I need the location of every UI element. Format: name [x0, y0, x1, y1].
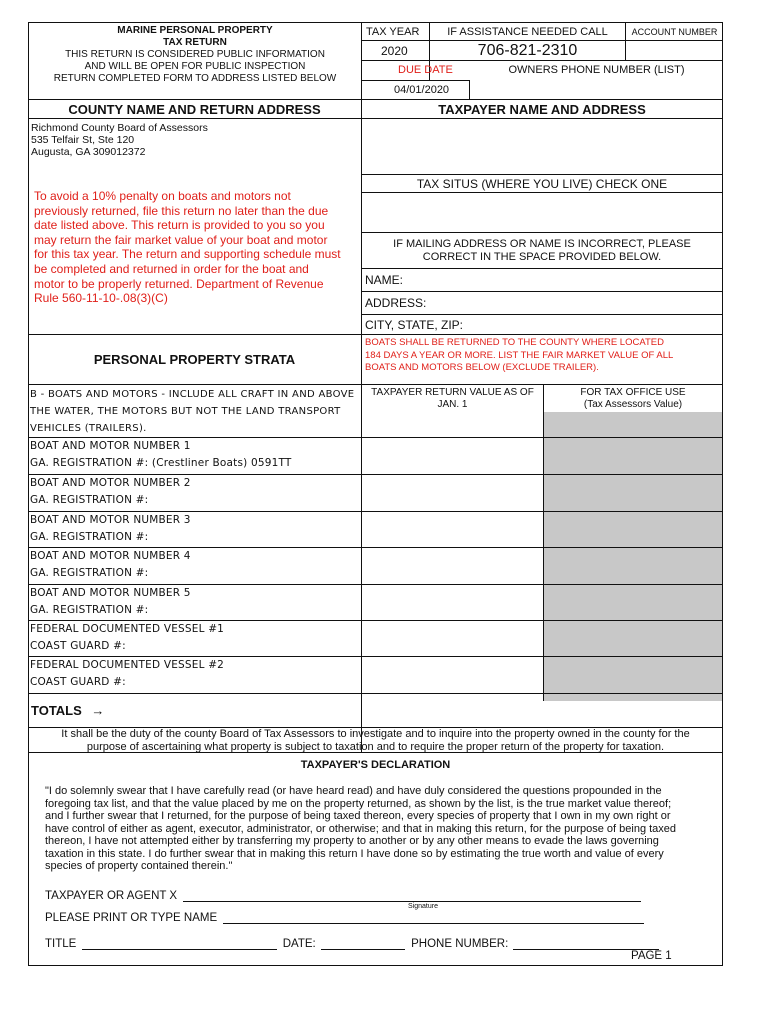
penalty-notice-line: be completed and returned in order for the boat and [34, 261, 309, 276]
county-heading: COUNTY NAME AND RETURN ADDRESS [68, 102, 321, 117]
duty-line: purpose of ascertaining what property is subject to taxation and to require the proper return of the property for taxation. [86, 740, 665, 753]
due-date-label: DUE DATE [398, 64, 453, 76]
return-value-input[interactable] [362, 475, 543, 511]
oath-line: thereon, I have not attempted either by transferring my property to another or by any other means to evade the laws governing [45, 835, 659, 847]
return-value-header-line: JAN. 1 [437, 399, 468, 410]
return-value-input[interactable] [362, 548, 543, 584]
agent-signature-row [45, 889, 641, 902]
city-state-zip-input[interactable] [475, 316, 720, 334]
county-address-line: Richmond County Board of Assessors [31, 122, 208, 134]
city-state-zip-label: CITY, STATE, ZIP: [365, 318, 464, 332]
duty-line: It shall be the duty of the county Board of Tax Assessors to investigate and to inquire into the property owned in the county for the [61, 728, 690, 740]
return-value-input[interactable] [362, 621, 543, 656]
totals-text: TOTALS [31, 703, 82, 718]
tax-situs-options[interactable] [362, 193, 722, 231]
tax-office-header-line: (Tax Assessors Value) [583, 399, 683, 410]
penalty-notice-line: previously returned, file this return no later than the due [34, 203, 329, 218]
row-title: BOAT AND MOTOR NUMBER 1 [30, 440, 191, 452]
row-title: BOAT AND MOTOR NUMBER 2 [30, 477, 191, 489]
boats-notice-line: 184 DAYS A YEAR OR MORE. LIST THE FAIR MARKET VALUE OF ALL [365, 349, 674, 361]
penalty-notice-line: may return the fair market value of your boat and motor [34, 232, 328, 247]
row-registration: GA. REGISTRATION #: [30, 567, 149, 579]
row-title: BOAT AND MOTOR NUMBER 3 [30, 514, 191, 526]
row-registration: COAST GUARD #: [30, 676, 126, 688]
county-address-line: Augusta, GA 309012372 [31, 146, 146, 158]
print-name-row [45, 911, 644, 924]
title-label: TITLE [45, 938, 77, 950]
form-title [30, 25, 360, 85]
tax-office-header [544, 387, 722, 411]
tax-situs-heading: TAX SITUS (WHERE YOU LIVE) CHECK ONE [416, 177, 668, 191]
row-registration: GA. REGISTRATION #: [30, 604, 149, 616]
county-address [31, 122, 208, 158]
penalty-notice-line: motor to be properly returned. Department of Revenue [34, 276, 324, 291]
return-value-input[interactable] [362, 585, 543, 620]
totals-input[interactable] [362, 694, 543, 727]
totals-label [31, 703, 104, 718]
assistance-label: IF ASSISTANCE NEEDED CALL [447, 26, 608, 38]
form-title-line: MARINE PERSONAL PROPERTY [117, 25, 273, 36]
return-instruction-line: RETURN COMPLETED FORM TO ADDRESS LISTED BELOW [53, 73, 337, 84]
tax-year-value: 2020 [381, 44, 408, 58]
oath-line: taxation in this state. I do further swear that in making this return I have done so by estimating the true worth and value of every [45, 847, 664, 860]
oath-text [45, 785, 715, 873]
row-registration: COAST GUARD #: [30, 640, 126, 652]
oath-line: species of property contained therein." [45, 860, 233, 872]
print-name-label: PLEASE PRINT OR TYPE NAME [45, 912, 218, 924]
penalty-notice-line: for this tax year. The return and supporting schedule must [34, 247, 341, 262]
penalty-notice-line: To avoid a 10% penalty on boats and motors not [34, 189, 291, 203]
account-number-label: ACCOUNT NUMBER [631, 27, 718, 37]
tax-year-label: TAX YEAR [366, 26, 420, 38]
assistance-phone: 706-821-2310 [477, 42, 578, 59]
oath-line: foregoing tax list, and that the value placed by me on the property returned, as shown by the list, is the true market value thereof; [45, 797, 672, 810]
row-title: FEDERAL DOCUMENTED VESSEL #2 [30, 659, 225, 671]
boats-notice-line: BOATS AND MOTORS BELOW (EXCLUDE TRAILER). [365, 362, 599, 373]
strata-heading: PERSONAL PROPERTY STRATA [93, 352, 296, 367]
public-inspection-line: AND WILL BE OPEN FOR PUBLIC INSPECTION [84, 61, 306, 72]
row-title: BOAT AND MOTOR NUMBER 4 [30, 550, 191, 562]
boats-notice [365, 337, 720, 375]
row-title: FEDERAL DOCUMENTED VESSEL #1 [30, 623, 225, 635]
taxpayer-address-box[interactable] [362, 119, 722, 173]
owners-phone-field[interactable] [470, 80, 722, 99]
table-row [30, 512, 360, 546]
category-line: B - BOATS AND MOTORS - INCLUDE ALL CRAFT IN AND ABOVE [30, 389, 355, 400]
oath-line: and I further swear that I returned, for the purpose of being taxed thereon, every species of property that I own in my own right or [45, 810, 671, 822]
address-input[interactable] [432, 293, 720, 313]
penalty-notice [34, 189, 360, 306]
row-registration: GA. REGISTRATION #: [30, 531, 149, 543]
phone-label: PHONE NUMBER: [411, 938, 509, 950]
due-date-value: 04/01/2020 [394, 84, 450, 96]
table-row [30, 438, 360, 472]
category-description [30, 386, 360, 437]
tax-office-column [544, 412, 722, 701]
oath-line: "I do solemnly swear that I have carefully read (or have heard read) and have duly considered the questions propounded in the [45, 785, 662, 797]
arrow-right-icon: → [91, 703, 105, 718]
print-name-line[interactable] [223, 911, 644, 924]
title-line[interactable] [82, 937, 277, 950]
return-value-input[interactable] [362, 438, 543, 474]
table-row [30, 548, 360, 582]
table-row [30, 585, 360, 619]
row-title: BOAT AND MOTOR NUMBER 5 [30, 587, 191, 599]
signature-line[interactable] [183, 889, 641, 902]
page-number: PAGE 1 [631, 950, 672, 962]
tax-office-header-line: FOR TAX OFFICE USE [580, 387, 686, 398]
table-row [30, 475, 360, 509]
title-date-phone-row [45, 937, 659, 950]
penalty-notice-line: Rule 560-11-10-.08(3)(C) [34, 291, 168, 306]
return-value-header [362, 387, 543, 411]
row-registration: GA. REGISTRATION #: (Crestliner Boats) 0591TT [30, 457, 292, 469]
signature-caption: Signature [408, 903, 438, 910]
table-row [30, 621, 360, 655]
county-address-line: 535 Telfair St, Ste 120 [31, 134, 135, 146]
form-title-line: TAX RETURN [163, 37, 227, 48]
category-line: THE WATER, THE MOTORS BUT NOT THE LAND TRANSPORT [30, 406, 341, 417]
table-row [30, 657, 360, 691]
account-number-field[interactable] [626, 41, 722, 59]
owners-phone-label: OWNERS PHONE NUMBER (LIST) [508, 64, 685, 76]
name-label: NAME: [365, 273, 404, 287]
return-value-header-line: TAXPAYER RETURN VALUE AS OF [371, 387, 534, 398]
mailing-notice [361, 238, 723, 264]
row-registration: GA. REGISTRATION #: [30, 494, 149, 506]
return-value-input[interactable] [362, 657, 543, 693]
taxpayer-heading: TAXPAYER NAME AND ADDRESS [438, 102, 646, 117]
agent-label: TAXPAYER OR AGENT X [45, 890, 178, 902]
category-line: VEHICLES (TRAILERS). [30, 423, 147, 434]
oath-line: have control of either as agent, executor, administrator, or otherwise; and that in making this return, for the purpose of being taxed [45, 822, 677, 835]
boats-notice-line: BOATS SHALL BE RETURNED TO THE COUNTY WHERE LOCATED [365, 337, 664, 348]
penalty-notice-line: date listed above. This return is provided to you so you [34, 218, 325, 233]
name-input[interactable] [412, 270, 720, 290]
mailing-notice-line: CORRECT IN THE SPACE PROVIDED BELOW. [422, 251, 662, 263]
address-label: ADDRESS: [365, 296, 427, 310]
date-line[interactable] [321, 937, 405, 950]
phone-line[interactable] [513, 937, 659, 950]
duty-statement [28, 728, 723, 753]
date-label: DATE: [282, 938, 316, 950]
return-value-input[interactable] [362, 512, 543, 547]
declaration-heading: TAXPAYER'S DECLARATION [300, 759, 451, 771]
mailing-notice-line: IF MAILING ADDRESS OR NAME IS INCORRECT, PLEASE [393, 238, 691, 250]
public-info-line: THIS RETURN IS CONSIDERED PUBLIC INFORMATION [65, 49, 325, 60]
